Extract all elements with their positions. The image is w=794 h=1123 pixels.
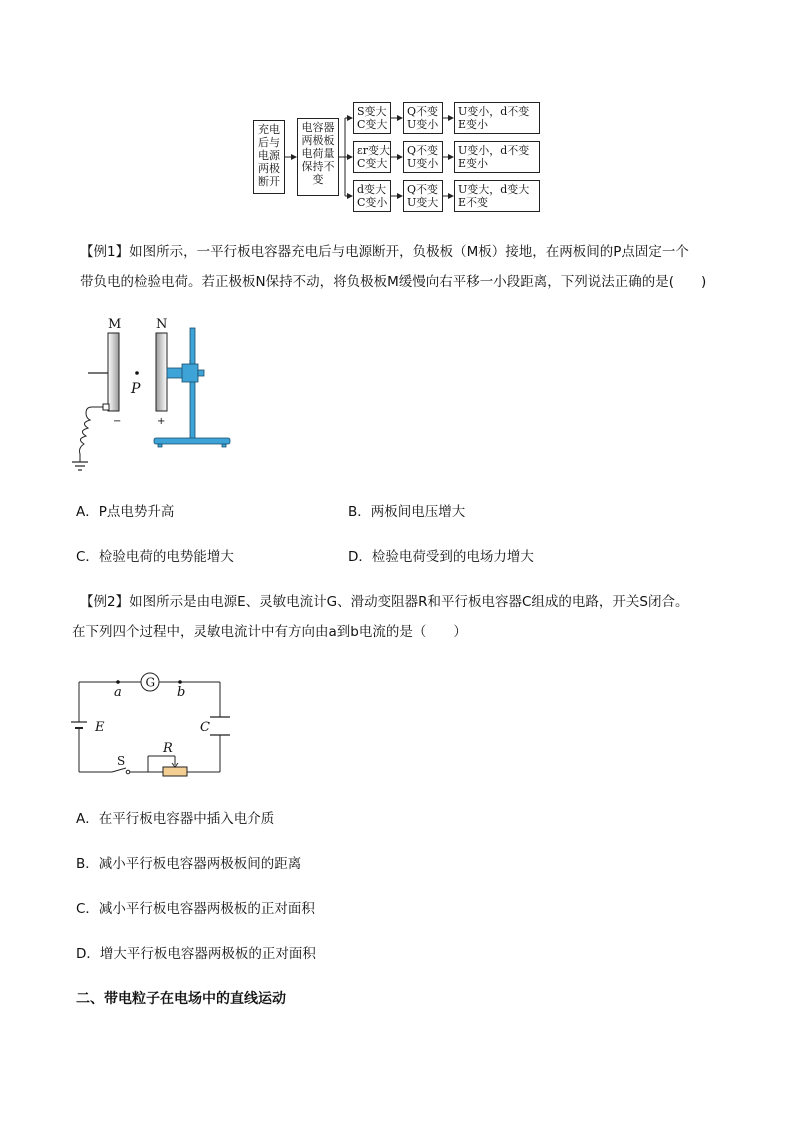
rheostat <box>163 767 187 776</box>
flow-text: Q不变 <box>407 105 439 118</box>
flow-text: Q不变 <box>407 183 439 196</box>
flow-text: C变大 <box>357 157 388 170</box>
flow-text: U变大 <box>407 196 439 209</box>
section-heading: 二、带电粒子在电场中的直线运动 <box>76 991 286 1007</box>
flow-text: U变小，d不变 <box>458 105 530 118</box>
label-n: N <box>156 317 168 332</box>
flow-text: 两极板 <box>301 134 335 147</box>
label-m: M <box>108 317 122 332</box>
node-a <box>116 680 120 684</box>
flow-text: E不变 <box>458 196 489 209</box>
label-a: a <box>114 685 122 700</box>
example2-option-c: C．减小平行板电容器两极板的正对面积 <box>76 901 315 917</box>
example2-option-d: D．增大平行板电容器两极板的正对面积 <box>76 946 316 962</box>
example1-option-a: A．P点电势升高 <box>76 504 175 520</box>
label-minus: − <box>113 416 122 427</box>
flow-text: 后与 <box>258 136 280 149</box>
example1-line2: 带负电的检验电荷。若正极板N保持不动，将负极板M缓慢向右平移一小段距离，下列说法正确的是( ) <box>80 274 707 290</box>
flow-text: 保持不 <box>301 160 335 173</box>
example2-option-a: A．在平行板电容器中插入电介质 <box>76 811 275 827</box>
flow-text: εr变大 <box>357 144 390 157</box>
flow-text: C变大 <box>357 118 388 131</box>
flow-text: C变小 <box>357 196 388 209</box>
flow-text: 充电 <box>258 123 280 136</box>
flow-text: 两极 <box>258 162 280 175</box>
galvanometer-label: G <box>145 675 156 690</box>
example2-line2: 在下列四个过程中，灵敏电流计中有方向由a到b电流的是（ ） <box>72 624 467 640</box>
label-plus: + <box>157 416 166 427</box>
example1-option-c: C．检验电荷的电势能增大 <box>76 549 234 565</box>
switch-contact <box>126 770 130 774</box>
label-b: b <box>177 685 186 700</box>
flow-text: 电源 <box>258 149 280 162</box>
label-s: S <box>117 754 126 768</box>
label-e: E <box>95 720 105 735</box>
flow-text: Q不变 <box>407 144 439 157</box>
flow-text: S变大 <box>357 105 387 118</box>
flow-text: 变 <box>312 173 324 186</box>
example2-option-b: B．减小平行板电容器两极板间的距离 <box>76 856 302 872</box>
flow-text: U变小 <box>407 118 439 131</box>
label-r: R <box>163 741 173 756</box>
flow-text: E变小 <box>458 157 489 170</box>
flow-text: d变大 <box>357 183 387 196</box>
label-c: C <box>200 720 210 735</box>
node-b <box>178 680 182 684</box>
label-p: P <box>131 381 141 397</box>
flow-text: 电荷量 <box>301 147 335 160</box>
example1-line1: 【例1】如图所示，一平行板电容器充电后与电源断开，负极板（M板）接地，在两板间的P点固定一个 <box>80 244 689 260</box>
flow-text: 电容器 <box>301 121 335 134</box>
flow-text: E变小 <box>458 118 489 131</box>
flow-text: U变小，d不变 <box>458 144 530 157</box>
example2-line1: 【例2】如图所示是由电源E、灵敏电流计G、滑动变阻器R和平行板电容器C组成的电路，开关S闭合。 <box>80 594 689 610</box>
example1-option-b: B．两板间电压增大 <box>348 504 466 520</box>
flow-text: 断开 <box>258 175 280 188</box>
example1-option-d: D．检验电荷受到的电场力增大 <box>348 549 534 565</box>
flow-text: U变小 <box>407 157 439 170</box>
flow-text: U变大，d变大 <box>458 183 530 196</box>
switch-blade <box>112 768 126 772</box>
